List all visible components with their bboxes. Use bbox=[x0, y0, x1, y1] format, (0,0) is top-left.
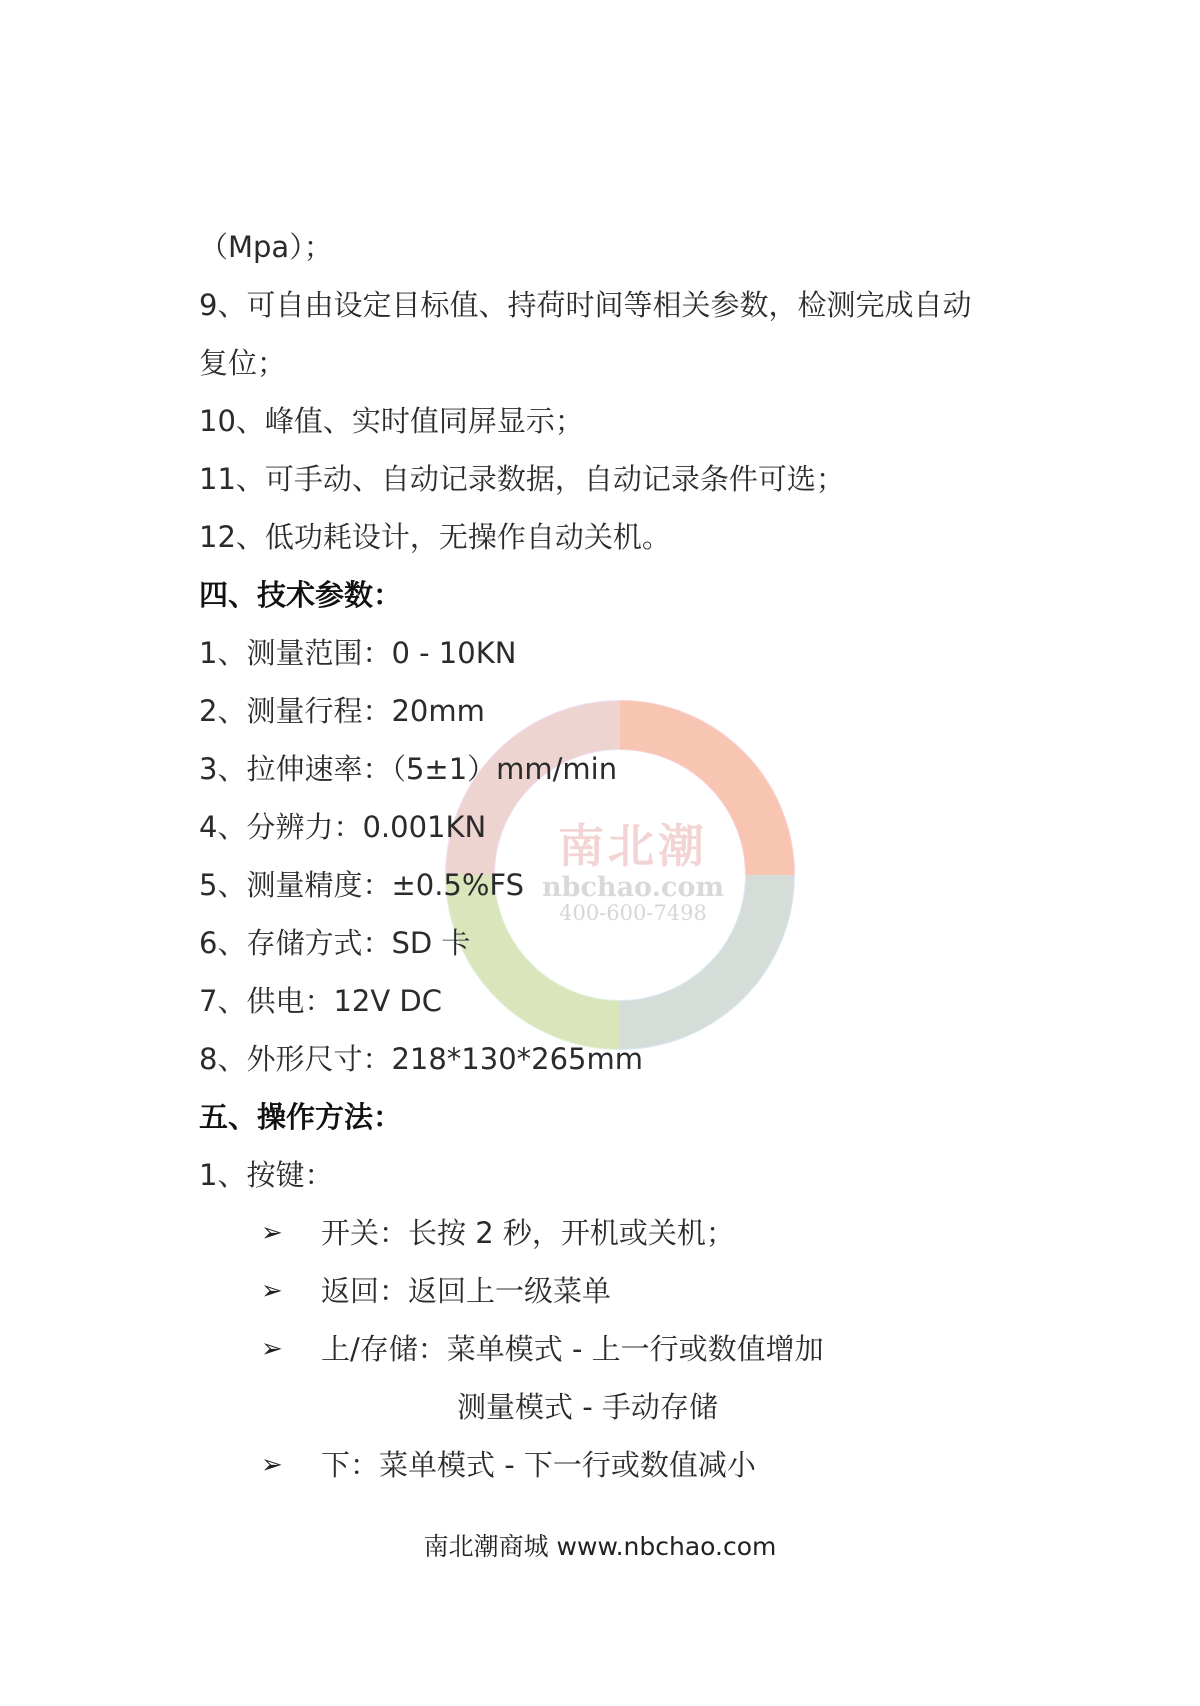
text-line: 11、可手动、自动记录数据，自动记录条件可选； bbox=[199, 462, 845, 496]
bullet-text: 上/存储：菜单模式 - 上一行或数值增加 bbox=[321, 1332, 824, 1366]
param-item: 4、分辨力：0.001KN bbox=[199, 810, 487, 844]
param-item: 5、测量精度：±0.5%FS bbox=[199, 868, 525, 902]
param-item: 8、外形尺寸：218*130*265mm bbox=[199, 1042, 644, 1076]
watermark-url: nbchao.com bbox=[541, 872, 725, 903]
arrowhead-bullet-icon: ➢ bbox=[261, 1450, 283, 1480]
operation-item: 1、按键： bbox=[199, 1158, 334, 1192]
bullet-item bbox=[199, 1436, 1019, 1494]
bullet-item bbox=[199, 1204, 1019, 1262]
text-line: （Mpa）； bbox=[199, 230, 333, 264]
arrowhead-bullet-icon: ➢ bbox=[261, 1218, 283, 1248]
param-item: 7、供电：12V DC bbox=[199, 984, 442, 1018]
arrowhead-bullet-icon: ➢ bbox=[261, 1334, 283, 1364]
bullet-item bbox=[199, 1262, 1019, 1320]
section-heading-operation: 五、操作方法： bbox=[199, 1100, 403, 1134]
bullet-continuation: 测量模式 - 手动存储 bbox=[457, 1390, 718, 1424]
param-item: 3、拉伸速率：（5±1）mm/min bbox=[199, 752, 618, 786]
page-footer: 南北潮商城 www.nbchao.com bbox=[423, 1532, 777, 1561]
bullet-text: 开关：长按 2 秒，开机或关机； bbox=[321, 1216, 735, 1250]
document-body bbox=[199, 218, 1019, 1494]
param-item: 6、存储方式：SD 卡 bbox=[199, 926, 471, 960]
text-line: 9、可自由设定目标值、持荷时间等相关参数，检测完成自动 bbox=[199, 288, 972, 322]
section-heading-tech-params: 四、技术参数： bbox=[199, 578, 403, 612]
bullet-item bbox=[199, 1320, 1019, 1378]
bullet-text: 下：菜单模式 - 下一行或数值减小 bbox=[321, 1448, 756, 1482]
bullet-text: 返回：返回上一级菜单 bbox=[321, 1274, 612, 1308]
arrowhead-bullet-icon: ➢ bbox=[261, 1276, 283, 1306]
text-line: 10、峰值、实时值同屏显示； bbox=[199, 404, 584, 438]
watermark-cn: 南北潮 bbox=[558, 819, 708, 873]
param-item: 2、测量行程：20mm bbox=[199, 694, 485, 728]
watermark-phone: 400-600-7498 bbox=[559, 901, 707, 925]
text-line: 复位； bbox=[199, 346, 287, 380]
param-item: 1、测量范围：0 - 10KN bbox=[199, 636, 517, 670]
text-line: 12、低功耗设计，无操作自动关机。 bbox=[199, 520, 671, 554]
